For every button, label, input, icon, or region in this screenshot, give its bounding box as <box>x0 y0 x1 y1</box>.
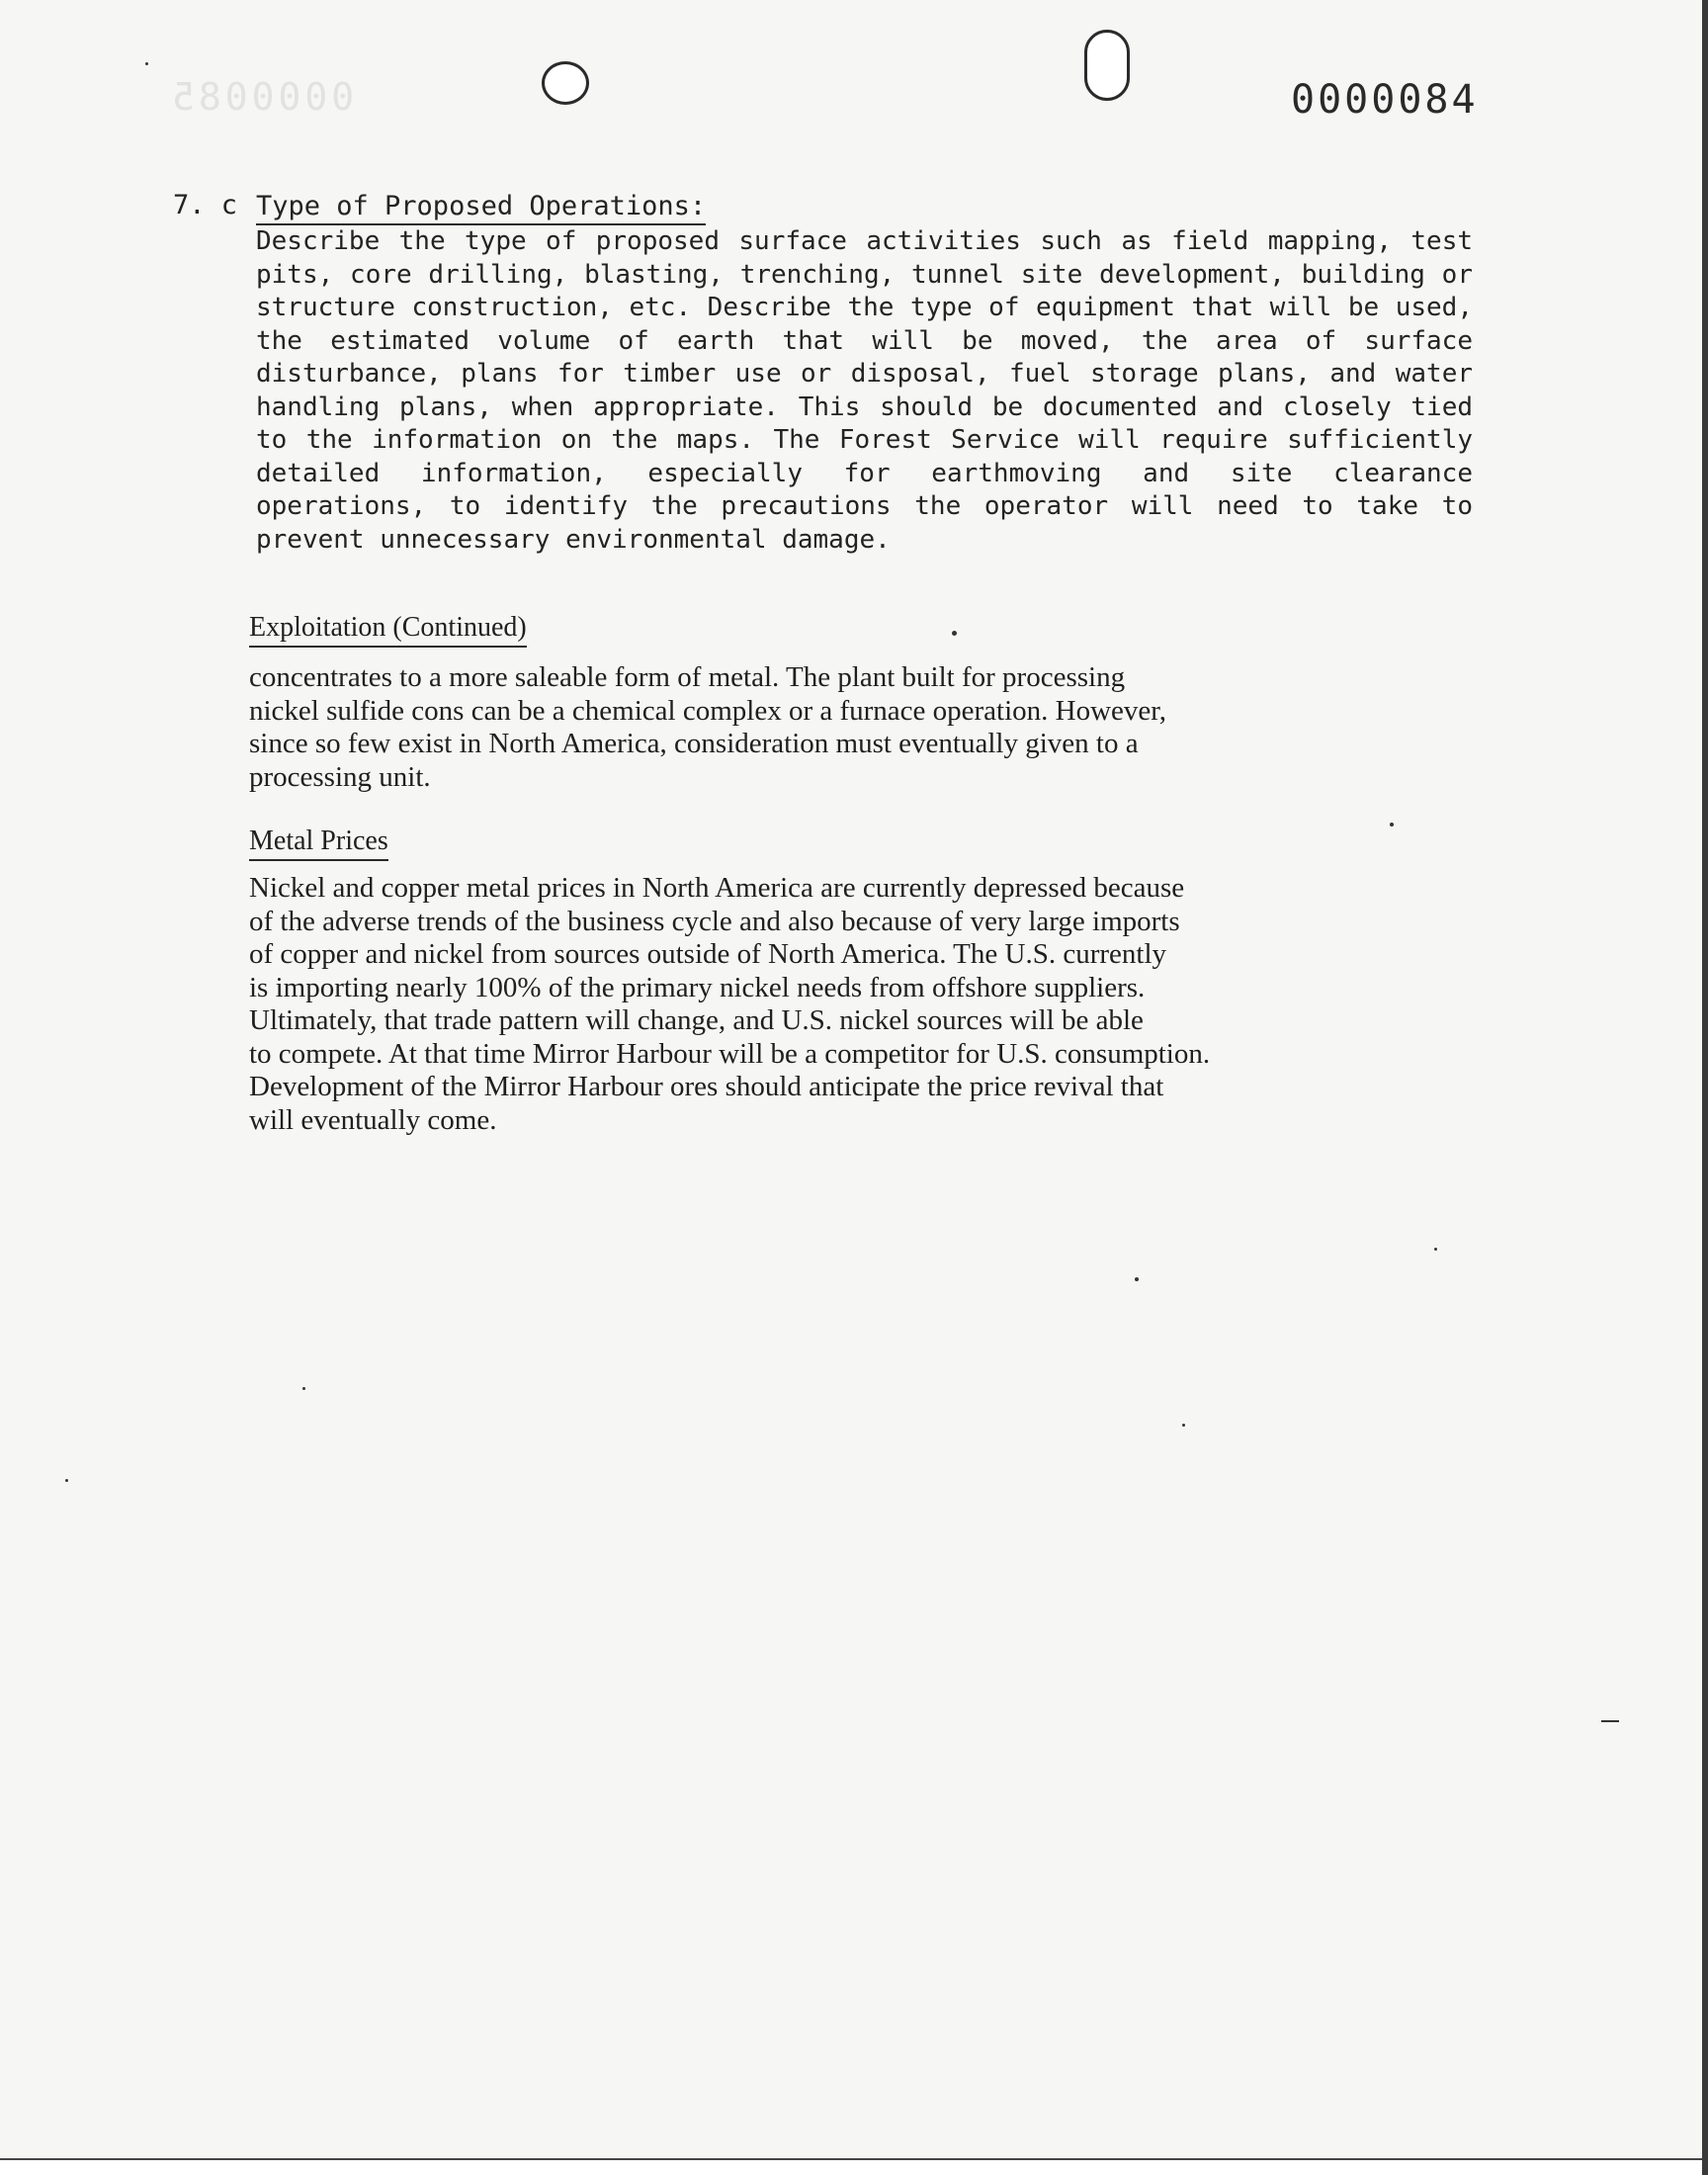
scan-speck <box>1135 1277 1139 1281</box>
paragraph-line: Nickel and copper metal prices in North America are currently depressed because <box>249 872 1185 904</box>
paragraph-line: will eventually come. <box>249 1103 497 1136</box>
paragraph-line: concentrates to a more saleable form of metal. The plant built for processing <box>249 661 1126 693</box>
paragraph-line: to compete. At that time Mirror Harbour will be a competitor for U.S. consumption. <box>249 1037 1211 1070</box>
margin-dash-mark <box>1601 1720 1619 1722</box>
paragraph-line: since so few exist in North America, consideration must eventually given to a <box>249 728 1139 759</box>
punch-hole-right <box>1084 30 1130 101</box>
paragraph-line: Ultimately, that trade pattern will change, and U.S. nickel sources will be able <box>249 1004 1144 1036</box>
paragraph-line: is importing nearly 100% of the primary nickel needs from offshore suppliers. <box>249 971 1146 1003</box>
scan-speck <box>1182 1424 1185 1427</box>
section-instructions: Describe the type of proposed surface activities such as field mapping, test pits, core drilling, blasting, trenching, tunnel site development, building or structure construction, etc. Describe the type of equipment that will be used, the estimated volume of earth that will be moved, the area of surface disturbance, plans for timber use or disposal, fuel storage plans, and water handling plans, when appropriate. This should be documented and closely tied to the information on the maps. The Forest Service will require sufficiently detailed information, especially for earthmoving and site clearance operations, to identify the precautions the operator will need to take to prevent unnecessary environmental damage. <box>256 226 1473 555</box>
paragraph-line: Development of the Mirror Harbour ores should anticipate the price revival that <box>249 1071 1164 1102</box>
metal-prices-heading: Metal Prices <box>249 824 388 861</box>
section-title: Type of Proposed Operations: <box>256 190 706 225</box>
paragraph-line: nickel sulfide cons can be a chemical complex or a furnace operation. However, <box>249 694 1167 727</box>
metal-prices-paragraph <box>249 872 1628 1137</box>
section-item-number: 7. c <box>173 190 238 220</box>
paragraph-line: of copper and nickel from sources outside of North America. The U.S. currently <box>249 938 1166 970</box>
scan-speck <box>952 631 957 636</box>
page-number: 0000084 <box>1291 77 1479 123</box>
exploitation-paragraph <box>249 661 1628 794</box>
paragraph-line: of the adverse trends of the business cycle and also because of very large imports <box>249 905 1180 937</box>
scan-speck <box>1434 1248 1437 1251</box>
exploitation-heading: Exploitation (Continued) <box>249 610 527 648</box>
scan-speck <box>1390 823 1394 826</box>
page-bottom-edge <box>0 2158 1708 2175</box>
scan-speck <box>65 1479 68 1482</box>
scan-speck <box>302 1387 305 1390</box>
scan-speck <box>145 62 148 65</box>
paragraph-line: processing unit. <box>249 760 431 793</box>
punch-hole-left <box>542 61 589 105</box>
bleed-through-page-number: 0000085 <box>168 75 355 119</box>
